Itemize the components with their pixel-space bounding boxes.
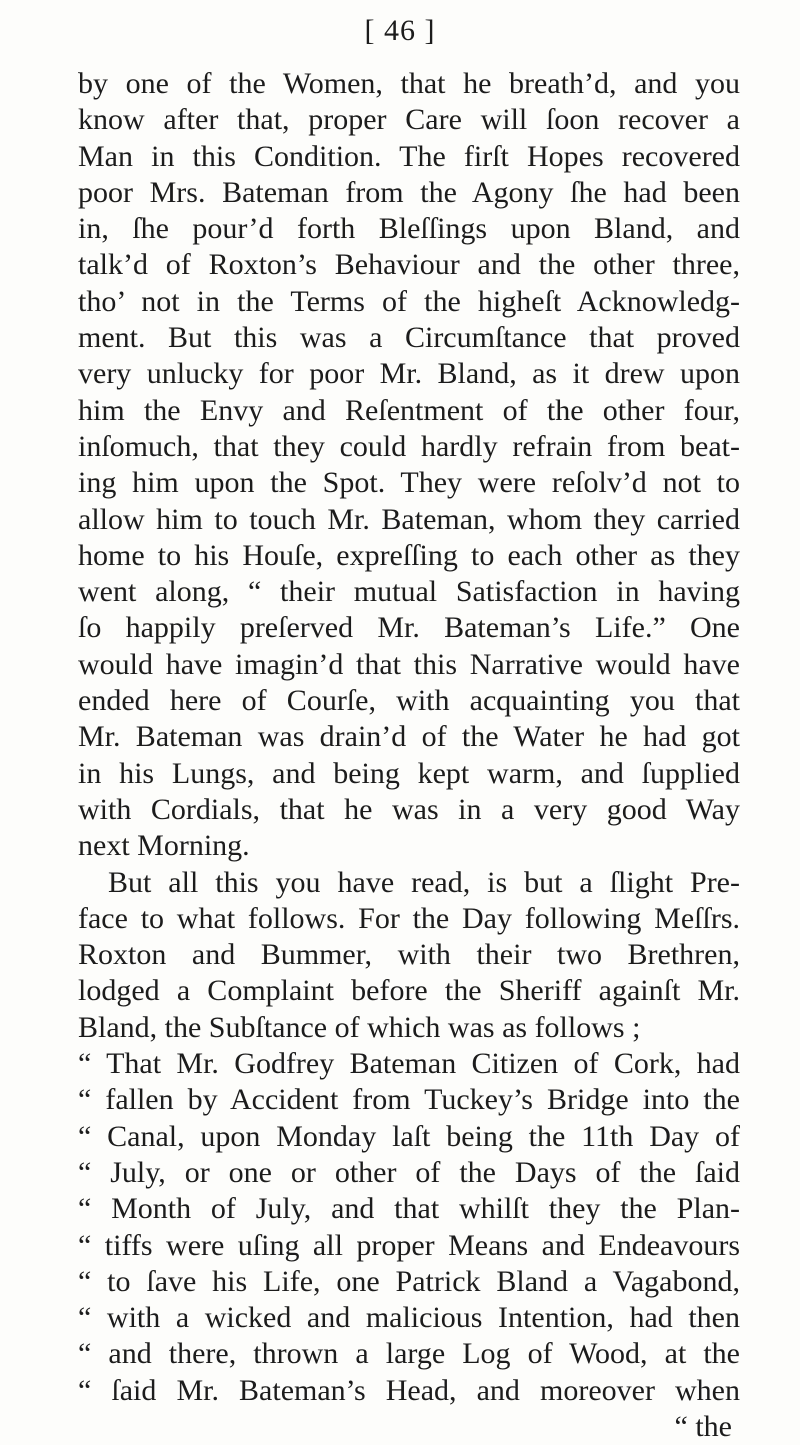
text-line: Bland, the Subſtance of which was as follows ; [78, 1010, 641, 1044]
text-line: “ That Mr. Godfrey Bateman Citizen of Cork, had [78, 1047, 740, 1081]
text-line: “ ſaid Mr. Bateman’s Head, and moreover when [78, 1373, 740, 1407]
text-line: “ Month of July, and that whilſt they the Plan- [78, 1192, 740, 1226]
text-line: “ July, or one or other of the Days of the ſaid [78, 1155, 740, 1189]
text-line: “ and there, thrown a large Log of Wood, at the [78, 1337, 740, 1371]
text-line: ended here of Courſe, with acquainting you that [78, 684, 740, 718]
text-line: But all this you have read, is but a ſlight Pre- [108, 865, 740, 899]
text-line: “ with a wicked and malicious Intention, had then [78, 1301, 740, 1335]
text-line: in his Lungs, and being kept warm, and ſupplied [78, 756, 740, 790]
text-line: Roxton and Bummer, with their two Brethren, [78, 938, 740, 972]
text-line: went along, “ their mutual Satisfaction in having [78, 575, 740, 609]
text-line: home to his Houſe, expreſſing to each other as they [78, 538, 740, 572]
text-line: Mr. Bateman was drain’d of the Water he had got [78, 720, 740, 754]
text-line: allow him to touch Mr. Bateman, whom they carried [78, 502, 740, 536]
text-line: know after that, proper Care will ſoon recover a [78, 103, 740, 137]
body-text [78, 66, 740, 1445]
catchword: “ the [674, 1409, 732, 1443]
text-line: inſomuch, that they could hardly refrain from beat- [78, 429, 740, 463]
text-line: with Cordials, that he was in a very good Way [78, 792, 740, 826]
text-line: ing him upon the Spot. They were reſolv’d not to [78, 466, 740, 500]
text-line: “ Canal, upon Monday laſt being the 11th Day of [78, 1119, 740, 1153]
text-line: lodged a Complaint before the Sheriff againſt Mr. [78, 974, 740, 1008]
text-line: talk’d of Roxton’s Behaviour and the other three, [78, 248, 740, 282]
text-line: “ to ſave his Life, one Patrick Bland a Vagabond, [78, 1264, 740, 1298]
text-line: by one of the Women, that he breath’d, and you [78, 67, 740, 100]
text-line: Man in this Condition. The firſt Hopes recovered [78, 139, 740, 173]
text-line: would have imagin’d that this Narrative would have [78, 647, 740, 681]
page-number: [ 46 ] [364, 14, 436, 47]
text-line: ment. But this was a Circumſtance that proved [78, 321, 740, 355]
text-line: next Morning. [78, 829, 250, 863]
text-line: in, ſhe pour’d forth Bleſſings upon Bland, and [78, 212, 740, 246]
text-line: ſo happily preſerved Mr. Bateman’s Life.” One [78, 611, 740, 645]
text-line: poor Mrs. Bateman from the Agony ſhe had been [78, 175, 740, 209]
text-line: tho’ not in the Terms of the higheſt Acknowledg- [78, 284, 740, 318]
text-line: very unlucky for poor Mr. Bland, as it drew upon [78, 357, 740, 391]
text-line: “ tiffs were uſing all proper Means and Endeavours [78, 1228, 740, 1262]
text-line: him the Envy and Reſentment of the other four, [78, 393, 740, 427]
text-line: face to what follows. For the Day following Meſſrs. [78, 901, 740, 935]
text-line: “ fallen by Accident from Tuckey’s Bridge into the [78, 1083, 740, 1117]
